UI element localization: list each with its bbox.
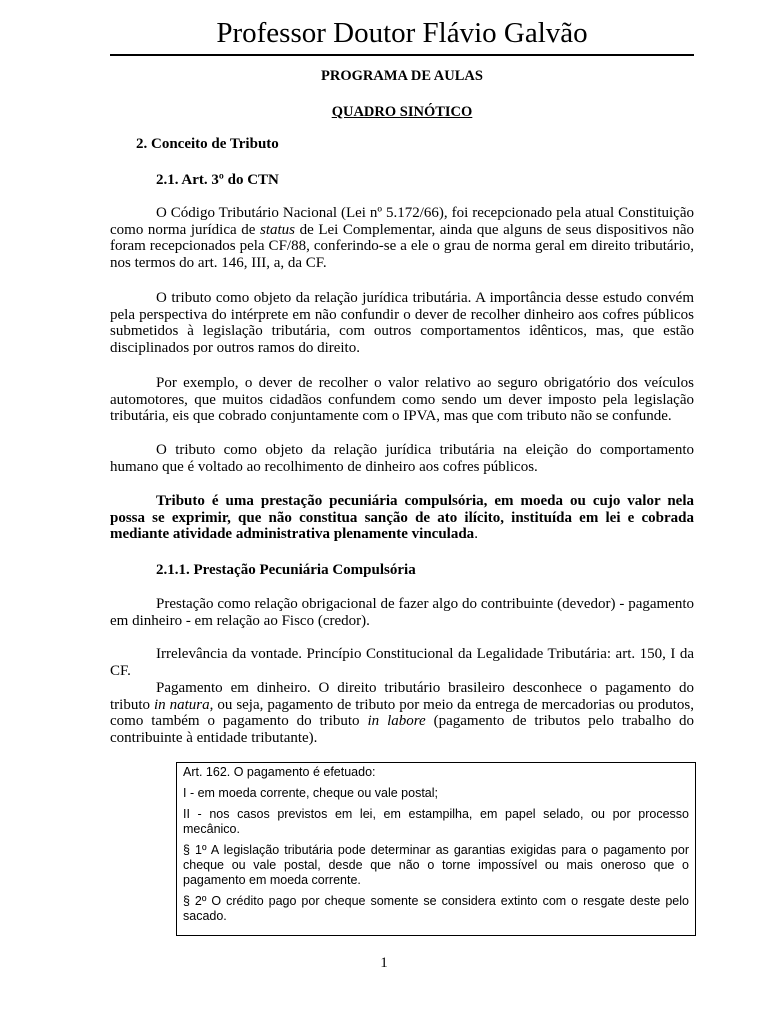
paragraph-behavior: O tributo como objeto da relação jurídica tributária na eleição do comportamento humano que é voltado ao recolhimento de dinheiro aos cofres públicos. (110, 442, 694, 475)
page-number: 1 (380, 955, 388, 971)
italic-term: status (259, 221, 295, 238)
paragraph-example: Por exemplo, o dever de recolher o valor relativo ao seguro obrigatório dos veículos automotores, que muitos cidadãos confundem como sendo um dever imposto pela legislação tributária, eis que cobrado conjuntamente com o IPVA, mas que com tributo não se confunde. (110, 375, 694, 425)
paragraph-text: O Código Tributário Nacional (Lei nº 5.172/66), foi recepcionado pela atual Constituição como norma jurídica de (110, 205, 694, 238)
quote-line: I - em moeda corrente, cheque ou vale postal; (183, 786, 439, 800)
paragraph-object: O tributo como objeto da relação jurídica tributária. A importância desse estudo convém pela perspectiva do intérprete em não confundir o dever de recolher dinheiro aos cofres públicos submetidos à legislação tributária, com outros comportamentos idênticos, mas, que estão disciplinados por outros ramos do direito. (110, 290, 694, 356)
quote-line: § 1º A legislação tributária pode determinar as garantias exigidas para o pagamento por cheque ou vale postal, desde que não o torne impossível ou mais oneroso que o pagamento em moeda corrente. (183, 843, 689, 887)
page-header-title: Professor Doutor Flávio Galvão (110, 14, 694, 56)
quote-line: II - nos casos previstos em lei, em estampilha, em papel selado, ou por processo mecânico. (183, 807, 689, 836)
paragraph-text: , ou seja, pagamento de tributo por meio da entrega de mercadorias ou produtos, como também o pagamento do tributo (110, 696, 694, 730)
subsection-heading: 2.1. Art. 3º do CTN (156, 172, 279, 188)
italic-term: in natura (153, 696, 210, 713)
paragraph-definition (110, 493, 694, 543)
paragraph-text: (pagamento de tributos pelo trabalho do contribuinte à entidade tributante). (110, 713, 694, 746)
quote-line: Art. 162. O pagamento é efetuado: (183, 765, 376, 779)
law-quote-box (176, 762, 696, 936)
paragraph-irrelevancia: Irrelevância da vontade. Princípio Constitucional da Legalidade Tributária: art. 150, I da CF. (110, 646, 694, 679)
paragraph-text: de Lei Complementar, ainda que alguns de seus dispositivos não foram recepcionados pela CF/88, conferindo-se a ele o grau de norma geral em direito tributário, nos termos do art. 146, III, a, da CF. (110, 221, 694, 271)
paragraph-prestacao: Prestação como relação obrigacional de fazer algo do contribuinte (devedor) - pagamento em dinheiro - em relação ao Fisco (credor). (110, 596, 694, 629)
subsubsection-heading: 2.1.1. Prestação Pecuniária Compulsória (156, 562, 416, 578)
paragraph-pagamento (110, 680, 694, 746)
paragraph-text: Pagamento em dinheiro. O direito tributário brasileiro desconhece o pagamento do tributo (110, 680, 694, 713)
program-title: PROGRAMA DE AULAS (321, 68, 483, 84)
definition-period: . (474, 526, 478, 543)
definition-text: Tributo é uma prestação pecuniária compulsória, em moeda ou cujo valor nela possa se exprimir, que não constitua sanção de ato ilícito, instituída em lei e cobrada mediante atividade administrativa plenamente vinculada (110, 493, 694, 543)
paragraph-ctn (110, 205, 694, 271)
italic-term: in labore (367, 713, 426, 730)
quote-line: § 2º O crédito pago por cheque somente se considera extinto com o resgate deste pelo sacado. (183, 894, 689, 923)
board-title: QUADRO SINÓTICO (331, 104, 473, 120)
section-heading: 2. Conceito de Tributo (136, 136, 279, 152)
